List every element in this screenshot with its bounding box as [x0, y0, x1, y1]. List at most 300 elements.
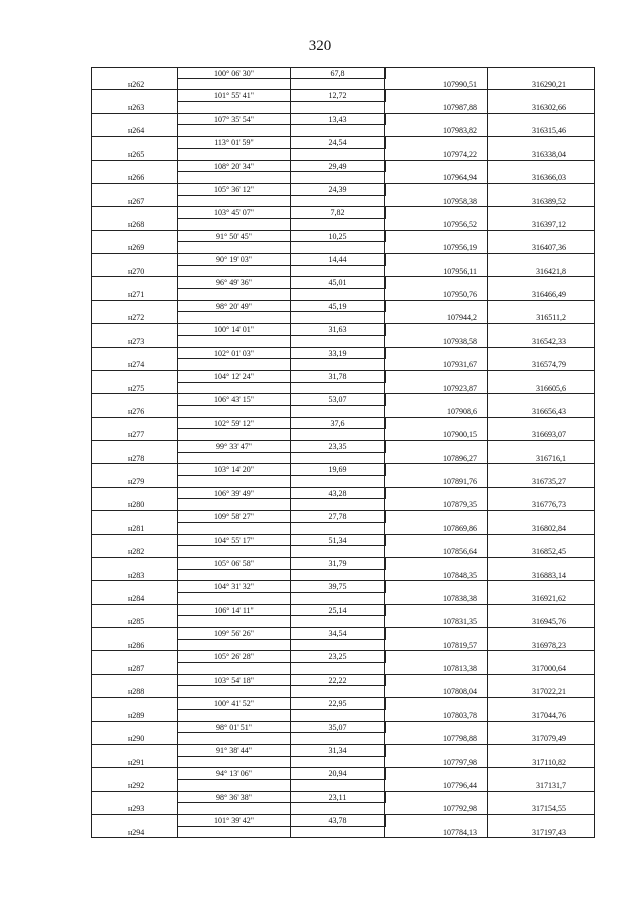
empty-cell — [385, 815, 488, 827]
segment-row — [91, 67, 595, 79]
empty-cell — [91, 184, 178, 196]
x-coordinate-cell: 107838,38 — [385, 593, 488, 605]
segment-row — [91, 745, 595, 757]
direction-angle-cell: 105° 26' 28" — [178, 651, 291, 663]
segment-row — [91, 675, 595, 687]
point-label-cell: н279 — [91, 476, 178, 488]
empty-cell — [91, 254, 178, 266]
empty-cell — [91, 792, 178, 804]
point-row — [91, 827, 595, 839]
length-cell: 27,78 — [291, 511, 385, 523]
empty-cell — [178, 803, 291, 815]
segment-row — [91, 184, 595, 196]
y-coordinate-cell: 316466,49 — [488, 289, 595, 301]
empty-cell — [488, 535, 595, 547]
x-coordinate-cell: 107964,94 — [385, 172, 488, 184]
y-coordinate-cell: 316693,07 — [488, 429, 595, 441]
point-label-cell: н285 — [91, 616, 178, 628]
point-row — [91, 102, 595, 114]
empty-cell — [488, 207, 595, 219]
empty-cell — [291, 219, 385, 231]
empty-cell — [178, 827, 291, 839]
empty-cell — [488, 722, 595, 734]
empty-cell — [178, 336, 291, 348]
empty-cell — [385, 231, 488, 243]
x-coordinate-cell: 107808,04 — [385, 686, 488, 698]
empty-cell — [178, 383, 291, 395]
point-row — [91, 757, 595, 769]
length-cell: 35,07 — [291, 722, 385, 734]
point-label-cell: н292 — [91, 780, 178, 792]
empty-cell — [91, 231, 178, 243]
empty-cell — [178, 172, 291, 184]
point-row — [91, 476, 595, 488]
empty-cell — [91, 161, 178, 173]
length-cell: 31,78 — [291, 371, 385, 383]
empty-cell — [178, 780, 291, 792]
length-cell: 34,54 — [291, 628, 385, 640]
x-coordinate-cell: 107944,2 — [385, 312, 488, 324]
empty-cell — [291, 710, 385, 722]
empty-cell — [291, 383, 385, 395]
x-coordinate-cell: 107784,13 — [385, 827, 488, 839]
x-coordinate-cell: 107819,57 — [385, 640, 488, 652]
point-row — [91, 453, 595, 465]
empty-cell — [488, 418, 595, 430]
direction-angle-cell: 106° 43' 15" — [178, 394, 291, 406]
y-coordinate-cell: 317154,55 — [488, 803, 595, 815]
point-row — [91, 406, 595, 418]
empty-cell — [178, 196, 291, 208]
direction-angle-cell: 98° 01' 51" — [178, 722, 291, 734]
empty-cell — [291, 499, 385, 511]
segment-row — [91, 511, 595, 523]
point-label-cell: н282 — [91, 546, 178, 558]
length-cell: 33,19 — [291, 348, 385, 360]
empty-cell — [91, 348, 178, 360]
direction-angle-cell: 101° 55' 41" — [178, 90, 291, 102]
segment-row — [91, 207, 595, 219]
segment-row — [91, 348, 595, 360]
point-label-cell: н265 — [91, 149, 178, 161]
empty-cell — [91, 605, 178, 617]
x-coordinate-cell: 107956,19 — [385, 242, 488, 254]
empty-cell — [291, 266, 385, 278]
point-label-cell: н271 — [91, 289, 178, 301]
y-coordinate-cell: 316605,6 — [488, 383, 595, 395]
y-coordinate-cell: 316511,2 — [488, 312, 595, 324]
empty-cell — [291, 780, 385, 792]
empty-cell — [385, 301, 488, 313]
direction-angle-cell: 105° 36' 12" — [178, 184, 291, 196]
empty-cell — [488, 581, 595, 593]
empty-cell — [385, 207, 488, 219]
segment-row — [91, 535, 595, 547]
length-cell: 23,35 — [291, 441, 385, 453]
empty-cell — [178, 476, 291, 488]
length-cell: 45,19 — [291, 301, 385, 313]
empty-cell — [178, 546, 291, 558]
point-label-cell: н287 — [91, 663, 178, 675]
x-coordinate-cell: 107983,82 — [385, 125, 488, 137]
x-coordinate-cell: 107797,98 — [385, 757, 488, 769]
empty-cell — [488, 114, 595, 126]
empty-cell — [488, 815, 595, 827]
y-coordinate-cell: 317022,21 — [488, 686, 595, 698]
length-cell: 25,14 — [291, 605, 385, 617]
length-cell: 24,39 — [291, 184, 385, 196]
length-cell: 29,49 — [291, 161, 385, 173]
empty-cell — [291, 336, 385, 348]
empty-cell — [385, 722, 488, 734]
empty-cell — [178, 663, 291, 675]
empty-cell — [385, 488, 488, 500]
point-row — [91, 570, 595, 582]
empty-cell — [178, 640, 291, 652]
x-coordinate-cell: 107879,35 — [385, 499, 488, 511]
x-coordinate-cell: 107908,6 — [385, 406, 488, 418]
y-coordinate-cell: 316315,46 — [488, 125, 595, 137]
empty-cell — [488, 137, 595, 149]
point-label-cell: н264 — [91, 125, 178, 137]
point-label-cell: н276 — [91, 406, 178, 418]
empty-cell — [291, 453, 385, 465]
length-cell: 20,94 — [291, 768, 385, 780]
empty-cell — [91, 207, 178, 219]
segment-row — [91, 698, 595, 710]
empty-cell — [385, 418, 488, 430]
segment-row — [91, 90, 595, 102]
segment-row — [91, 558, 595, 570]
y-coordinate-cell: 316389,52 — [488, 196, 595, 208]
empty-cell — [385, 254, 488, 266]
point-row — [91, 242, 595, 254]
y-coordinate-cell: 316407,36 — [488, 242, 595, 254]
empty-cell — [91, 675, 178, 687]
direction-angle-cell: 102° 59' 12" — [178, 418, 291, 430]
empty-cell — [291, 102, 385, 114]
empty-cell — [385, 605, 488, 617]
x-coordinate-cell: 107798,88 — [385, 733, 488, 745]
empty-cell — [385, 745, 488, 757]
segment-row — [91, 277, 595, 289]
segment-row — [91, 114, 595, 126]
direction-angle-cell: 103° 45' 07" — [178, 207, 291, 219]
point-row — [91, 616, 595, 628]
empty-cell — [488, 698, 595, 710]
x-coordinate-cell: 107869,86 — [385, 523, 488, 535]
empty-cell — [488, 464, 595, 476]
direction-angle-cell: 90° 19' 03" — [178, 254, 291, 266]
empty-cell — [385, 324, 488, 336]
y-coordinate-cell: 316574,79 — [488, 359, 595, 371]
point-row — [91, 733, 595, 745]
length-cell: 53,07 — [291, 394, 385, 406]
empty-cell — [385, 114, 488, 126]
empty-cell — [385, 277, 488, 289]
empty-cell — [291, 359, 385, 371]
segment-row — [91, 324, 595, 336]
y-coordinate-cell: 316852,45 — [488, 546, 595, 558]
length-cell: 37,6 — [291, 418, 385, 430]
direction-angle-cell: 96° 49' 36" — [178, 277, 291, 289]
y-coordinate-cell: 317044,76 — [488, 710, 595, 722]
empty-cell — [178, 453, 291, 465]
empty-cell — [488, 90, 595, 102]
empty-cell — [291, 196, 385, 208]
direction-angle-cell: 105° 06' 58" — [178, 558, 291, 570]
point-row — [91, 149, 595, 161]
y-coordinate-cell: 317079,49 — [488, 733, 595, 745]
point-label-cell: н283 — [91, 570, 178, 582]
x-coordinate-cell: 107796,44 — [385, 780, 488, 792]
y-coordinate-cell: 316802,84 — [488, 523, 595, 535]
y-coordinate-cell: 316978,23 — [488, 640, 595, 652]
empty-cell — [91, 394, 178, 406]
y-coordinate-cell: 316945,76 — [488, 616, 595, 628]
y-coordinate-cell: 316290,21 — [488, 79, 595, 91]
empty-cell — [91, 651, 178, 663]
point-label-cell: н294 — [91, 827, 178, 839]
empty-cell — [291, 125, 385, 137]
empty-cell — [91, 114, 178, 126]
empty-cell — [291, 593, 385, 605]
direction-angle-cell: 102° 01' 03" — [178, 348, 291, 360]
y-coordinate-cell: 317000,64 — [488, 663, 595, 675]
x-coordinate-cell: 107974,22 — [385, 149, 488, 161]
empty-cell — [385, 698, 488, 710]
empty-cell — [91, 90, 178, 102]
empty-cell — [91, 441, 178, 453]
empty-cell — [291, 686, 385, 698]
x-coordinate-cell: 107938,58 — [385, 336, 488, 348]
point-row — [91, 686, 595, 698]
empty-cell — [91, 67, 178, 79]
empty-cell — [178, 733, 291, 745]
empty-cell — [488, 675, 595, 687]
empty-cell — [385, 535, 488, 547]
direction-angle-cell: 99° 33' 47" — [178, 441, 291, 453]
direction-angle-cell: 91° 38' 44" — [178, 745, 291, 757]
point-label-cell: н270 — [91, 266, 178, 278]
x-coordinate-cell: 107856,64 — [385, 546, 488, 558]
direction-angle-cell: 104° 12' 24" — [178, 371, 291, 383]
point-label-cell: н263 — [91, 102, 178, 114]
empty-cell — [291, 289, 385, 301]
point-row — [91, 710, 595, 722]
x-coordinate-cell: 107891,76 — [385, 476, 488, 488]
point-label-cell: н272 — [91, 312, 178, 324]
y-coordinate-cell: 317110,82 — [488, 757, 595, 769]
point-row — [91, 172, 595, 184]
empty-cell — [488, 371, 595, 383]
length-cell: 14,44 — [291, 254, 385, 266]
empty-cell — [488, 161, 595, 173]
segment-row — [91, 254, 595, 266]
empty-cell — [91, 535, 178, 547]
x-coordinate-cell: 107987,88 — [385, 102, 488, 114]
point-label-cell: н290 — [91, 733, 178, 745]
empty-cell — [291, 149, 385, 161]
direction-angle-cell: 104° 55' 17" — [178, 535, 291, 547]
empty-cell — [178, 710, 291, 722]
point-row — [91, 803, 595, 815]
x-coordinate-cell: 107950,76 — [385, 289, 488, 301]
empty-cell — [488, 441, 595, 453]
empty-cell — [291, 546, 385, 558]
empty-cell — [488, 254, 595, 266]
empty-cell — [385, 90, 488, 102]
length-cell: 43,78 — [291, 815, 385, 827]
length-cell: 39,75 — [291, 581, 385, 593]
length-cell: 67,8 — [291, 67, 385, 79]
direction-angle-cell: 107° 35' 54" — [178, 114, 291, 126]
empty-cell — [178, 312, 291, 324]
empty-cell — [488, 605, 595, 617]
empty-cell — [178, 102, 291, 114]
y-coordinate-cell: 316366,03 — [488, 172, 595, 184]
empty-cell — [178, 593, 291, 605]
empty-cell — [291, 803, 385, 815]
direction-angle-cell: 106° 14' 11" — [178, 605, 291, 617]
point-label-cell: н289 — [91, 710, 178, 722]
point-row — [91, 593, 595, 605]
empty-cell — [488, 628, 595, 640]
point-label-cell: н277 — [91, 429, 178, 441]
empty-cell — [488, 277, 595, 289]
empty-cell — [385, 67, 488, 79]
y-coordinate-cell: 316302,66 — [488, 102, 595, 114]
point-label-cell: н273 — [91, 336, 178, 348]
segment-row — [91, 371, 595, 383]
segment-row — [91, 301, 595, 313]
empty-cell — [178, 686, 291, 698]
segment-row — [91, 137, 595, 149]
empty-cell — [291, 79, 385, 91]
point-row — [91, 429, 595, 441]
point-row — [91, 219, 595, 231]
point-row — [91, 499, 595, 511]
point-label-cell: н262 — [91, 79, 178, 91]
empty-cell — [291, 429, 385, 441]
empty-cell — [91, 628, 178, 640]
empty-cell — [385, 558, 488, 570]
empty-cell — [385, 768, 488, 780]
direction-angle-cell: 100° 06' 30" — [178, 67, 291, 79]
point-row — [91, 266, 595, 278]
y-coordinate-cell: 316716,1 — [488, 453, 595, 465]
empty-cell — [385, 581, 488, 593]
segment-row — [91, 581, 595, 593]
point-label-cell: н280 — [91, 499, 178, 511]
empty-cell — [291, 757, 385, 769]
segment-row — [91, 815, 595, 827]
empty-cell — [91, 815, 178, 827]
segment-row — [91, 464, 595, 476]
empty-cell — [291, 242, 385, 254]
x-coordinate-cell: 107848,35 — [385, 570, 488, 582]
empty-cell — [488, 651, 595, 663]
length-cell: 7,82 — [291, 207, 385, 219]
empty-cell — [385, 137, 488, 149]
x-coordinate-cell: 107923,87 — [385, 383, 488, 395]
empty-cell — [178, 359, 291, 371]
segment-row — [91, 768, 595, 780]
empty-cell — [91, 464, 178, 476]
y-coordinate-cell: 316542,33 — [488, 336, 595, 348]
empty-cell — [291, 640, 385, 652]
empty-cell — [488, 768, 595, 780]
point-row — [91, 336, 595, 348]
empty-cell — [385, 371, 488, 383]
length-cell: 19,69 — [291, 464, 385, 476]
segment-row — [91, 651, 595, 663]
point-label-cell: н284 — [91, 593, 178, 605]
empty-cell — [385, 161, 488, 173]
point-row — [91, 289, 595, 301]
empty-cell — [178, 266, 291, 278]
x-coordinate-cell: 107831,35 — [385, 616, 488, 628]
y-coordinate-cell: 317197,43 — [488, 827, 595, 839]
empty-cell — [178, 570, 291, 582]
point-label-cell: н275 — [91, 383, 178, 395]
empty-cell — [385, 628, 488, 640]
empty-cell — [385, 394, 488, 406]
direction-angle-cell: 109° 56' 26" — [178, 628, 291, 640]
empty-cell — [385, 441, 488, 453]
length-cell: 22,22 — [291, 675, 385, 687]
empty-cell — [178, 149, 291, 161]
segment-row — [91, 792, 595, 804]
point-label-cell: н278 — [91, 453, 178, 465]
empty-cell — [291, 616, 385, 628]
y-coordinate-cell: 316921,62 — [488, 593, 595, 605]
empty-cell — [385, 511, 488, 523]
direction-angle-cell: 91° 50' 45" — [178, 231, 291, 243]
y-coordinate-cell: 316776,73 — [488, 499, 595, 511]
empty-cell — [488, 394, 595, 406]
empty-cell — [488, 745, 595, 757]
empty-cell — [91, 324, 178, 336]
x-coordinate-cell: 107990,51 — [385, 79, 488, 91]
empty-cell — [178, 242, 291, 254]
length-cell: 13,43 — [291, 114, 385, 126]
empty-cell — [291, 523, 385, 535]
segment-row — [91, 231, 595, 243]
length-cell: 12,72 — [291, 90, 385, 102]
empty-cell — [178, 757, 291, 769]
empty-cell — [178, 406, 291, 418]
empty-cell — [91, 511, 178, 523]
empty-cell — [178, 616, 291, 628]
segment-row — [91, 605, 595, 617]
y-coordinate-cell: 316338,04 — [488, 149, 595, 161]
empty-cell — [488, 184, 595, 196]
length-cell: 43,28 — [291, 488, 385, 500]
point-label-cell: н286 — [91, 640, 178, 652]
empty-cell — [91, 558, 178, 570]
length-cell: 31,79 — [291, 558, 385, 570]
x-coordinate-cell: 107792,98 — [385, 803, 488, 815]
empty-cell — [385, 651, 488, 663]
empty-cell — [178, 219, 291, 231]
point-label-cell: н291 — [91, 757, 178, 769]
y-coordinate-cell: 316397,12 — [488, 219, 595, 231]
empty-cell — [291, 663, 385, 675]
point-label-cell: н266 — [91, 172, 178, 184]
empty-cell — [488, 511, 595, 523]
direction-angle-cell: 109° 58' 27" — [178, 511, 291, 523]
